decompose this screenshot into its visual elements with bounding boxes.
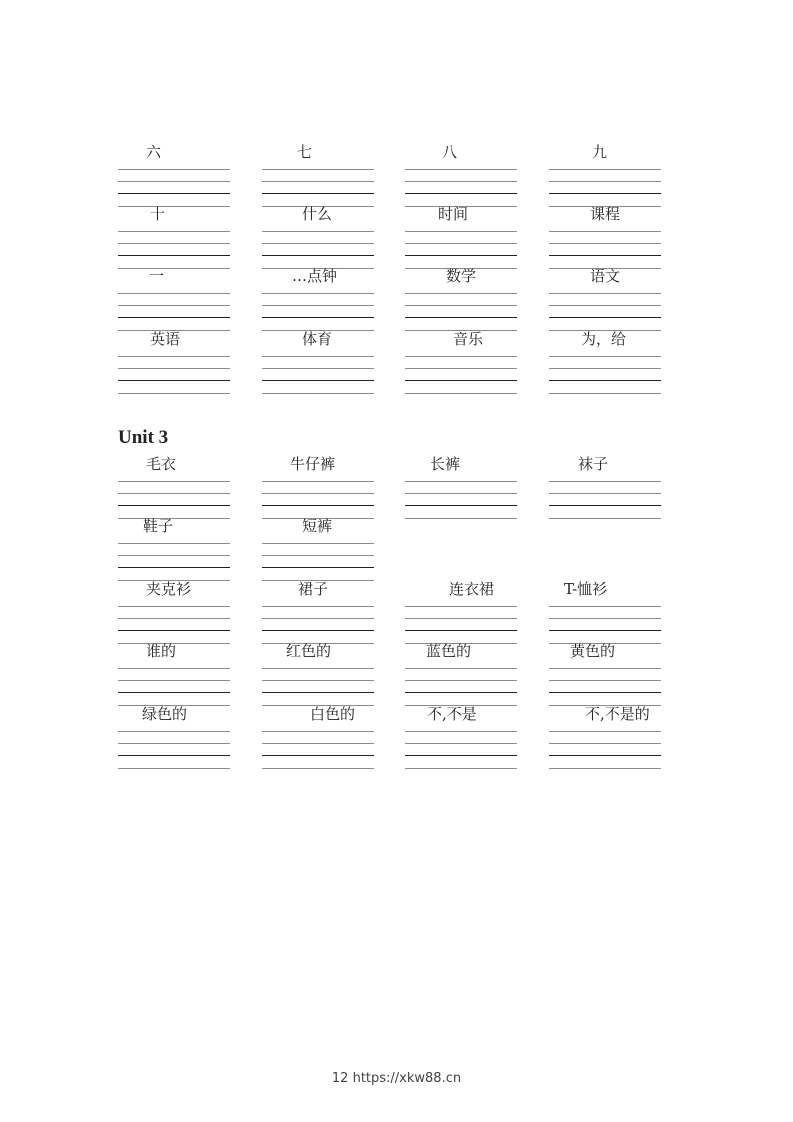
word-label: 袜子 [578, 455, 609, 473]
word-label: 裙子 [298, 580, 329, 598]
base-line [549, 255, 661, 256]
guide-line [262, 618, 374, 619]
base-line [118, 380, 230, 381]
guide-line [549, 368, 661, 369]
base-line [262, 692, 374, 693]
guide-line [118, 305, 230, 306]
base-line [118, 255, 230, 256]
writing-cell [549, 205, 661, 267]
writing-cell [405, 642, 517, 704]
writing-cell [262, 642, 374, 704]
unit-heading: Unit 3 [118, 427, 169, 448]
writing-cell [118, 580, 230, 642]
guide-line [405, 680, 517, 681]
word-label: 连衣裙 [449, 580, 495, 598]
word-label: 英语 [150, 330, 181, 348]
guide-line [262, 481, 374, 482]
writing-cell [262, 580, 374, 642]
word-label: 数学 [446, 267, 477, 285]
writing-cell [262, 455, 374, 517]
guide-line [118, 206, 230, 207]
writing-row [0, 205, 793, 267]
base-line [262, 317, 374, 318]
guide-line [118, 543, 230, 544]
base-line [405, 630, 517, 631]
writing-cell [118, 455, 230, 517]
writing-row [0, 455, 793, 517]
writing-cell [262, 705, 374, 767]
base-line [118, 567, 230, 568]
guide-line [549, 668, 661, 669]
guide-line [262, 543, 374, 544]
writing-cell [405, 455, 517, 517]
writing-cell [549, 267, 661, 329]
writing-cell [405, 580, 517, 642]
guide-line [549, 481, 661, 482]
word-label: 为，给 [581, 330, 627, 348]
word-label: 黄色的 [570, 642, 616, 660]
guide-line [549, 493, 661, 494]
writing-cell [549, 455, 661, 517]
guide-line [262, 768, 374, 769]
writing-cell [118, 330, 230, 392]
guide-line [405, 305, 517, 306]
word-label: 红色的 [286, 642, 332, 660]
base-line [405, 193, 517, 194]
page-number: 12 [331, 1071, 349, 1086]
word-label: 夹克衫 [146, 580, 192, 598]
base-line [262, 567, 374, 568]
guide-line [262, 356, 374, 357]
guide-line [405, 768, 517, 769]
word-label: 蓝色的 [426, 642, 472, 660]
word-label: …点钟 [292, 267, 338, 285]
guide-line [262, 606, 374, 607]
guide-line [549, 606, 661, 607]
guide-line [262, 393, 374, 394]
writing-cell [118, 705, 230, 767]
word-label: 绿色的 [142, 705, 188, 723]
guide-line [405, 181, 517, 182]
guide-line [118, 493, 230, 494]
guide-line [405, 493, 517, 494]
writing-cell [262, 205, 374, 267]
writing-cell [262, 267, 374, 329]
page-footer [0, 1071, 793, 1086]
guide-line [405, 393, 517, 394]
guide-line [262, 555, 374, 556]
word-label: 毛衣 [146, 455, 177, 473]
guide-line [405, 481, 517, 482]
guide-line [118, 618, 230, 619]
writing-cell [549, 330, 661, 392]
base-line [262, 255, 374, 256]
writing-row [0, 143, 793, 205]
word-label: 音乐 [453, 330, 484, 348]
guide-line [405, 368, 517, 369]
guide-line [118, 293, 230, 294]
base-line [262, 193, 374, 194]
word-label: 课程 [590, 205, 621, 223]
guide-line [405, 618, 517, 619]
guide-line [262, 668, 374, 669]
guide-line [549, 743, 661, 744]
guide-line [405, 518, 517, 519]
guide-line [118, 768, 230, 769]
guide-line [549, 293, 661, 294]
guide-line [549, 618, 661, 619]
word-label: 十 [150, 205, 166, 223]
guide-line [118, 731, 230, 732]
source-url: https://xkw88.cn [352, 1071, 462, 1086]
base-line [118, 692, 230, 693]
base-line [262, 380, 374, 381]
guide-line [262, 243, 374, 244]
guide-line [262, 305, 374, 306]
guide-line [405, 731, 517, 732]
writing-cell [549, 143, 661, 205]
base-line [118, 755, 230, 756]
base-line [262, 505, 374, 506]
guide-line [549, 231, 661, 232]
word-label: 长裤 [430, 455, 461, 473]
guide-line [262, 231, 374, 232]
writing-cell [549, 580, 661, 642]
guide-line [262, 680, 374, 681]
guide-line [405, 606, 517, 607]
word-label: 白色的 [310, 705, 356, 723]
guide-line [549, 768, 661, 769]
writing-cell [405, 267, 517, 329]
writing-cell [262, 517, 374, 579]
base-line [549, 630, 661, 631]
base-line [549, 380, 661, 381]
word-label: 不,不是 [427, 705, 477, 723]
guide-line [549, 731, 661, 732]
guide-line [405, 243, 517, 244]
guide-line [118, 555, 230, 556]
guide-line [405, 356, 517, 357]
writing-row [0, 580, 793, 642]
guide-line [405, 231, 517, 232]
guide-line [118, 169, 230, 170]
word-label: 六 [146, 143, 162, 161]
guide-line [262, 743, 374, 744]
base-line [405, 380, 517, 381]
guide-line [118, 518, 230, 519]
guide-line [262, 293, 374, 294]
word-label: 不,不是的 [585, 705, 650, 723]
base-line [405, 255, 517, 256]
guide-line [405, 668, 517, 669]
writing-cell [405, 205, 517, 267]
writing-cell [118, 143, 230, 205]
word-label: 牛仔裤 [290, 455, 336, 473]
guide-line [118, 743, 230, 744]
guide-line [118, 356, 230, 357]
writing-row [0, 267, 793, 329]
guide-line [549, 356, 661, 357]
guide-line [118, 231, 230, 232]
writing-cell [549, 705, 661, 767]
writing-cell [118, 642, 230, 704]
base-line [405, 317, 517, 318]
guide-line [549, 393, 661, 394]
base-line [118, 505, 230, 506]
guide-line [118, 680, 230, 681]
base-line [549, 193, 661, 194]
guide-line [405, 743, 517, 744]
word-label: 一 [149, 267, 165, 285]
guide-line [118, 181, 230, 182]
guide-line [549, 243, 661, 244]
writing-cell [262, 330, 374, 392]
guide-line [262, 493, 374, 494]
word-label: 九 [592, 143, 608, 161]
writing-row [0, 517, 793, 579]
writing-cell [405, 330, 517, 392]
base-line [262, 630, 374, 631]
word-label: 短裤 [302, 517, 333, 535]
guide-line [405, 169, 517, 170]
writing-cell [549, 642, 661, 704]
guide-line [118, 243, 230, 244]
base-line [118, 317, 230, 318]
guide-line [549, 518, 661, 519]
guide-line [549, 305, 661, 306]
writing-cell [262, 143, 374, 205]
base-line [549, 692, 661, 693]
word-label: 七 [297, 143, 313, 161]
guide-line [118, 268, 230, 269]
base-line [118, 193, 230, 194]
word-label: T-恤衫 [564, 580, 608, 598]
base-line [405, 692, 517, 693]
writing-cell [118, 517, 230, 579]
word-label: 体育 [302, 330, 333, 348]
guide-line [262, 368, 374, 369]
writing-cell [118, 267, 230, 329]
guide-line [549, 680, 661, 681]
writing-row [0, 330, 793, 392]
word-label: 谁的 [146, 642, 177, 660]
guide-line [262, 169, 374, 170]
guide-line [118, 393, 230, 394]
guide-line [405, 293, 517, 294]
guide-line [262, 731, 374, 732]
base-line [549, 755, 661, 756]
word-label: 什么 [302, 205, 333, 223]
guide-line [549, 169, 661, 170]
word-label: 语文 [590, 267, 621, 285]
guide-line [118, 606, 230, 607]
word-label: 八 [442, 143, 458, 161]
base-line [549, 317, 661, 318]
writing-row [0, 705, 793, 767]
guide-line [118, 368, 230, 369]
writing-row [0, 642, 793, 704]
base-line [262, 755, 374, 756]
base-line [405, 755, 517, 756]
word-label: 时间 [438, 205, 469, 223]
base-line [549, 505, 661, 506]
word-label: 鞋子 [143, 517, 174, 535]
guide-line [118, 481, 230, 482]
writing-cell [405, 143, 517, 205]
writing-cell [118, 205, 230, 267]
guide-line [549, 181, 661, 182]
base-line [118, 630, 230, 631]
guide-line [262, 181, 374, 182]
writing-cell [405, 705, 517, 767]
guide-line [118, 668, 230, 669]
base-line [405, 505, 517, 506]
